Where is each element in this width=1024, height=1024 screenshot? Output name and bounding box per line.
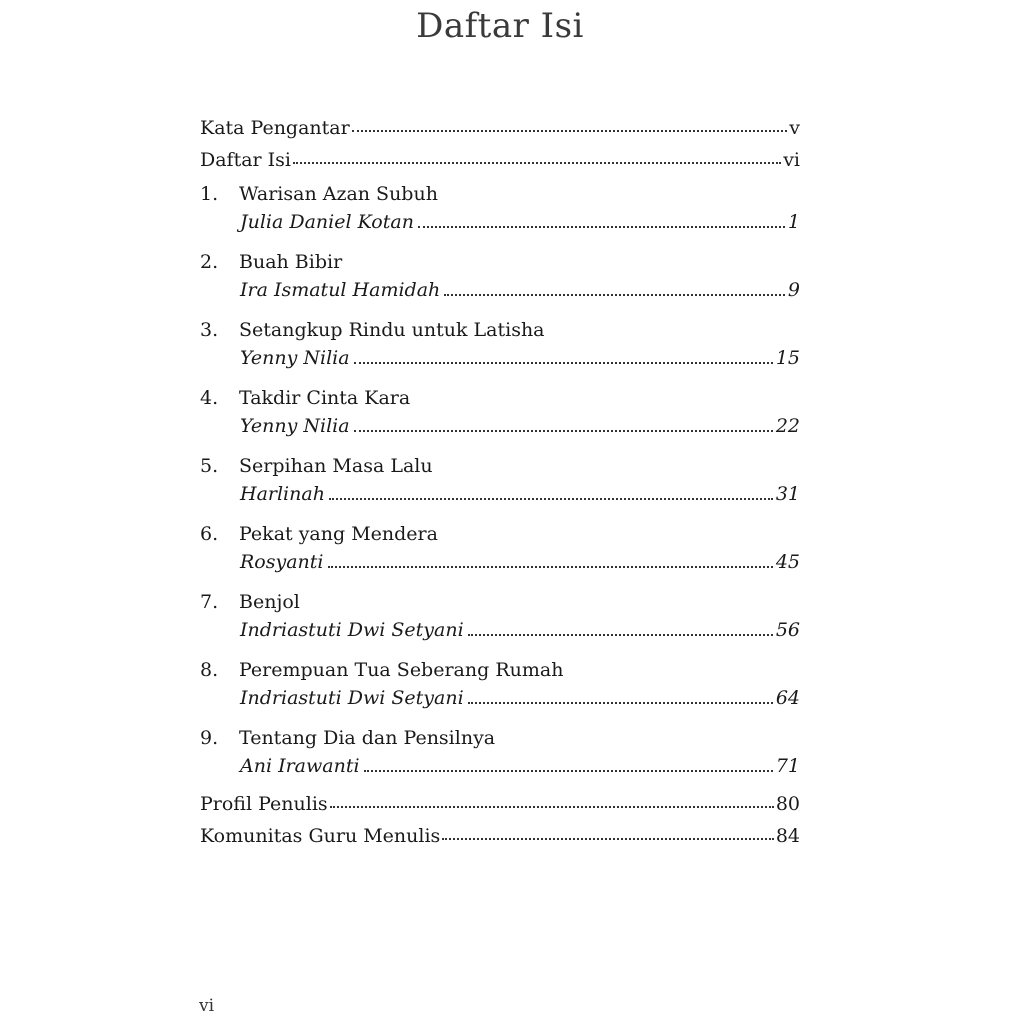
chapter-title: Perempuan Tua Seberang Rumah xyxy=(239,659,564,681)
dot-leader xyxy=(468,702,773,704)
chapter-author: Ani Irawanti xyxy=(240,755,360,777)
chapter-number: 2. xyxy=(200,251,219,273)
chapter-author: Indriastuti Dwi Setyani xyxy=(240,687,464,709)
chapter-title: Serpihan Masa Lalu xyxy=(239,455,433,477)
chapter-page: 22 xyxy=(775,415,800,437)
page-number: vi xyxy=(199,996,215,1016)
toc-chapter-6[interactable] xyxy=(200,520,800,584)
dot-leader xyxy=(328,566,773,568)
page-title: Daftar Isi xyxy=(416,6,584,46)
chapter-title: Takdir Cinta Kara xyxy=(239,387,411,409)
dot-leader xyxy=(354,362,773,364)
chapter-page: 56 xyxy=(775,619,800,641)
chapter-title: Setangkup Rindu untuk Latisha xyxy=(239,319,545,341)
chapter-author: Harlinah xyxy=(240,483,325,505)
toc-chapter-5[interactable] xyxy=(200,452,800,516)
chapter-title: Tentang Dia dan Pensilnya xyxy=(239,727,496,749)
chapter-number: 6. xyxy=(200,523,219,545)
toc-entry-page: v xyxy=(789,117,800,139)
toc-chapter-8[interactable] xyxy=(200,656,800,720)
toc-entry-page: 84 xyxy=(775,825,800,847)
chapter-number: 3. xyxy=(200,319,219,341)
dot-leader xyxy=(418,226,785,228)
chapter-page: 31 xyxy=(775,483,800,505)
chapter-title: Warisan Azan Subuh xyxy=(239,183,438,205)
chapter-author: Yenny Nilia xyxy=(240,347,350,369)
toc-entry-daftar-isi[interactable] xyxy=(200,144,800,176)
toc-entry-label: Daftar Isi xyxy=(200,149,292,171)
dot-leader xyxy=(442,838,774,840)
toc-chapter-1[interactable] xyxy=(200,180,800,244)
chapter-page: 64 xyxy=(775,687,800,709)
chapter-number: 5. xyxy=(200,455,219,477)
dot-leader xyxy=(354,430,773,432)
toc-entry-label: Profil Penulis xyxy=(200,793,328,815)
toc-chapter-4[interactable] xyxy=(200,384,800,448)
chapter-page: 1 xyxy=(787,211,800,233)
chapter-author: Indriastuti Dwi Setyani xyxy=(240,619,464,641)
dot-leader xyxy=(444,294,785,296)
dot-leader xyxy=(352,130,788,132)
chapter-author: Rosyanti xyxy=(240,551,324,573)
toc-entry-profil-penulis[interactable] xyxy=(200,788,800,820)
dot-leader xyxy=(364,770,773,772)
toc-entry-label: Komunitas Guru Menulis xyxy=(200,825,441,847)
toc-entry-label: Kata Pengantar xyxy=(200,117,350,139)
chapter-page: 15 xyxy=(775,347,800,369)
toc-chapter-9[interactable] xyxy=(200,724,800,788)
chapter-number: 8. xyxy=(200,659,219,681)
toc-chapter-7[interactable] xyxy=(200,588,800,652)
chapter-author: Ira Ismatul Hamidah xyxy=(240,279,441,301)
toc-entry-komunitas-guru-menulis[interactable] xyxy=(200,820,800,852)
chapter-number: 7. xyxy=(200,591,219,613)
dot-leader xyxy=(468,634,773,636)
chapter-title: Benjol xyxy=(239,591,300,613)
chapter-author: Julia Daniel Kotan xyxy=(240,211,414,233)
chapter-page: 9 xyxy=(787,279,800,301)
chapter-author: Yenny Nilia xyxy=(240,415,350,437)
toc-entry-page: vi xyxy=(783,149,800,171)
chapter-page: 71 xyxy=(775,755,800,777)
toc-chapter-3[interactable] xyxy=(200,316,800,380)
chapter-number: 9. xyxy=(200,727,219,749)
dot-leader xyxy=(330,806,774,808)
chapter-title: Buah Bibir xyxy=(239,251,343,273)
toc-chapter-2[interactable] xyxy=(200,248,800,312)
chapter-number: 1. xyxy=(200,183,219,205)
dot-leader xyxy=(329,498,773,500)
toc-entry-kata-pengantar[interactable] xyxy=(200,112,800,144)
chapter-page: 45 xyxy=(775,551,800,573)
chapter-number: 4. xyxy=(200,387,219,409)
toc-entry-page: 80 xyxy=(775,793,800,815)
chapter-title: Pekat yang Mendera xyxy=(239,523,438,545)
dot-leader xyxy=(293,162,781,164)
table-of-contents xyxy=(200,112,800,852)
